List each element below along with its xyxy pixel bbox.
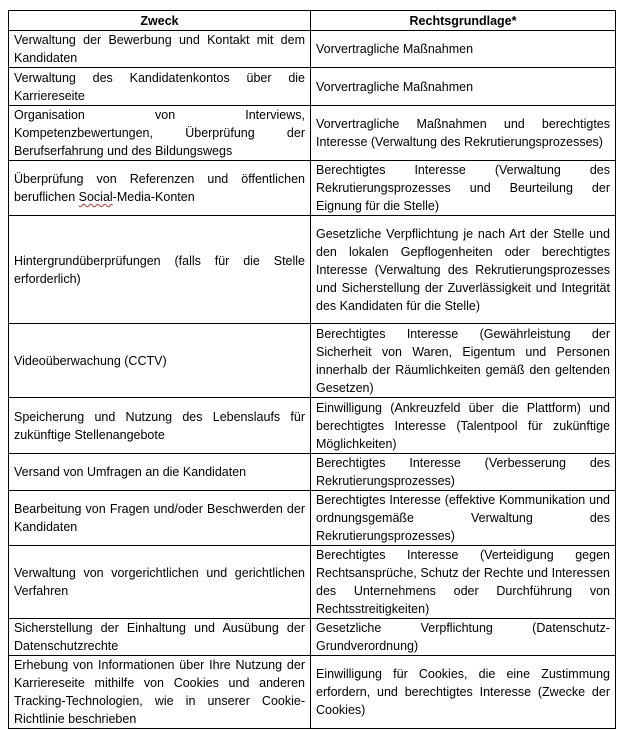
header-purpose: Zweck bbox=[9, 11, 311, 31]
purpose-cell: Bearbeitung von Fragen und/oder Beschwerden der Kandidaten bbox=[9, 491, 311, 546]
table-row bbox=[9, 454, 616, 491]
purpose-cell: Videoüberwachung (CCTV) bbox=[9, 324, 311, 398]
purpose-cell: Organisation von Interviews, Kompetenzbewertungen, Überprüfung der Berufserfahrung und des Bildungswegs bbox=[9, 106, 311, 161]
table-row bbox=[9, 216, 616, 324]
legal-basis-cell: Vorvertragliche Maßnahmen und berechtigtes Interesse (Verwaltung des Rekrutierungsprozesses) bbox=[311, 106, 616, 161]
table-row bbox=[9, 546, 616, 619]
legal-basis-cell: Berechtigtes Interesse (effektive Kommunikation und ordnungsgemäße Verwaltung des Rekrutierungsprozesses) bbox=[311, 491, 616, 546]
table-row bbox=[9, 68, 616, 106]
table-row bbox=[9, 491, 616, 546]
purpose-cell: Speicherung und Nutzung des Lebenslaufs für zukünftige Stellenangebote bbox=[9, 398, 311, 454]
legal-basis-cell: Berechtigtes Interesse (Verteidigung gegen Rechtsansprüche, Schutz der Rechte und Interessen des Unternehmens oder Durchführung von Rechtsstreitigkeiten) bbox=[311, 546, 616, 619]
table-row bbox=[9, 398, 616, 454]
purpose-cell bbox=[9, 161, 311, 216]
table-row bbox=[9, 161, 616, 216]
purpose-cell: Verwaltung von vorgerichtlichen und gerichtlichen Verfahren bbox=[9, 546, 311, 619]
header-legal-basis: Rechtsgrundlage* bbox=[311, 11, 616, 31]
legal-basis-cell: Einwilligung für Cookies, die eine Zustimmung erfordern, und berechtigtes Interesse (Zwecke der Cookies) bbox=[311, 656, 616, 729]
purpose-cell: Hintergrundüberprüfungen (falls für die Stelle erforderlich) bbox=[9, 216, 311, 324]
purpose-cell: Verwaltung der Bewerbung und Kontakt mit dem Kandidaten bbox=[9, 31, 311, 68]
legal-basis-cell: Gesetzliche Verpflichtung je nach Art der Stelle und den lokalen Gepflogenheiten oder berechtigtes Interesse (Verwaltung des Rekrutierungsprozesses und Sicherstellung der Zuverlässigkeit und Integrität des Kandidaten für die Stelle) bbox=[311, 216, 616, 324]
purpose-cell: Sicherstellung der Einhaltung und Ausübung der Datenschutzrechte bbox=[9, 619, 311, 656]
legal-basis-cell: Berechtigtes Interesse (Verbesserung des Rekrutierungsprozesses) bbox=[311, 454, 616, 491]
table-row bbox=[9, 656, 616, 729]
table-row bbox=[9, 619, 616, 656]
legal-basis-cell: Berechtigtes Interesse (Verwaltung des Rekrutierungsprozesses und Beurteilung der Eignung für die Stelle) bbox=[311, 161, 616, 216]
purpose-cell: Verwaltung des Kandidatenkontos über die Karriereseite bbox=[9, 68, 311, 106]
legal-basis-cell: Einwilligung (Ankreuzfeld über die Plattform) und berechtigtes Interesse (Talentpool für zukünftige Möglichkeiten) bbox=[311, 398, 616, 454]
purpose-text-end: -Media-Konten bbox=[112, 190, 195, 204]
purpose-legal-basis-table bbox=[8, 10, 616, 729]
spellcheck-marked-word: Social bbox=[78, 190, 113, 204]
legal-basis-cell: Vorvertragliche Maßnahmen bbox=[311, 31, 616, 68]
legal-basis-cell: Vorvertragliche Maßnahmen bbox=[311, 68, 616, 106]
purpose-cell: Erhebung von Informationen über Ihre Nutzung der Karriereseite mithilfe von Cookies und anderen Tracking-Technologien, wie in unserer Cookie-Richtlinie beschrieben bbox=[9, 656, 311, 729]
legal-basis-cell: Gesetzliche Verpflichtung (Datenschutz-Grundverordnung) bbox=[311, 619, 616, 656]
purpose-cell: Versand von Umfragen an die Kandidaten bbox=[9, 454, 311, 491]
legal-basis-cell: Berechtigtes Interesse (Gewährleistung der Sicherheit von Waren, Eigentum und Personen innerhalb der Räumlichkeiten gemäß den geltenden Gesetzen) bbox=[311, 324, 616, 398]
table-row bbox=[9, 106, 616, 161]
purpose-text-start: Überprüfung von Referenzen und öffentlichen beruflichen bbox=[14, 172, 305, 204]
table-row bbox=[9, 31, 616, 68]
table-row bbox=[9, 324, 616, 398]
table-header-row bbox=[9, 11, 616, 31]
